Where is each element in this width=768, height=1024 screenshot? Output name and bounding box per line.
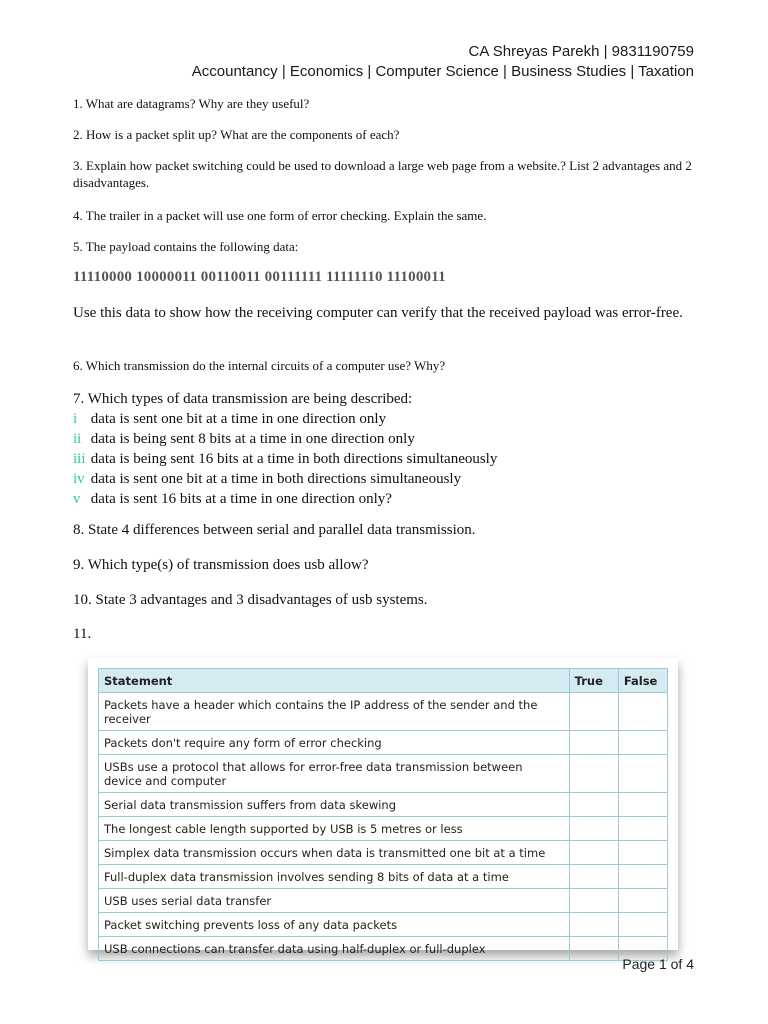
page-number: Page 1 of 4 bbox=[622, 956, 694, 972]
true-cell[interactable] bbox=[569, 913, 618, 937]
false-cell[interactable] bbox=[618, 889, 667, 913]
true-cell[interactable] bbox=[569, 937, 618, 961]
question-11: 11. bbox=[73, 626, 92, 642]
question-5: 5. The payload contains the following data: bbox=[73, 239, 299, 254]
false-cell[interactable] bbox=[618, 817, 667, 841]
list-item: ii data is being sent 8 bits at a time in one direction only bbox=[73, 431, 415, 447]
table-row: USBs use a protocol that allows for error-free data transmission between device and computer bbox=[99, 755, 668, 793]
true-cell[interactable] bbox=[569, 693, 618, 731]
list-item: iv data is sent one bit at a time in both directions simultaneously bbox=[73, 471, 462, 487]
page-header bbox=[192, 42, 694, 82]
table-row: Full-duplex data transmission involves sending 8 bits of data at a time bbox=[99, 865, 668, 889]
list-item: iii data is being sent 16 bits at a time in both directions simultaneously bbox=[73, 451, 498, 467]
true-false-table bbox=[88, 658, 678, 956]
false-cell[interactable] bbox=[618, 731, 667, 755]
question-10: 10. State 3 advantages and 3 disadvantages of usb systems. bbox=[73, 592, 428, 608]
table-row: USB connections can transfer data using half-duplex or full-duplex bbox=[99, 937, 668, 961]
true-cell[interactable] bbox=[569, 793, 618, 817]
question-5-text: Use this data to show how the receiving computer can verify that the received payload was error-free. bbox=[73, 305, 683, 321]
question-1: 1. What are datagrams? Why are they useful? bbox=[73, 96, 310, 111]
header-statement: Statement bbox=[99, 669, 570, 693]
question-4: 4. The trailer in a packet will use one form of error checking. Explain the same. bbox=[73, 208, 487, 223]
false-cell[interactable] bbox=[618, 693, 667, 731]
table-row: USB uses serial data transfer bbox=[99, 889, 668, 913]
true-cell[interactable] bbox=[569, 817, 618, 841]
header-subjects: Accountancy | Economics | Computer Science | Business Studies | Taxation bbox=[191, 63, 694, 80]
question-2: 2. How is a packet split up? What are the components of each? bbox=[73, 127, 400, 142]
question-8: 8. State 4 differences between serial and parallel data transmission. bbox=[73, 522, 476, 538]
binary-payload: 11110000 10000011 00110011 00111111 11111110 11100011 bbox=[73, 269, 446, 285]
false-cell[interactable] bbox=[618, 913, 667, 937]
question-3: 3. Explain how packet switching could be used to download a large web page from a website.? List 2 advantages and 2 disadvantages. bbox=[73, 158, 692, 190]
table-row: Serial data transmission suffers from data skewing bbox=[99, 793, 668, 817]
list-item: v data is sent 16 bits at a time in one direction only? bbox=[73, 491, 392, 507]
table-row: Simplex data transmission occurs when data is transmitted one bit at a time bbox=[99, 841, 668, 865]
question-7 bbox=[73, 389, 497, 509]
question-9: 9. Which type(s) of transmission does usb allow? bbox=[73, 557, 369, 573]
false-cell[interactable] bbox=[618, 841, 667, 865]
true-cell[interactable] bbox=[569, 889, 618, 913]
table-row: Packet switching prevents loss of any data packets bbox=[99, 913, 668, 937]
true-cell[interactable] bbox=[569, 865, 618, 889]
header-false: False bbox=[618, 669, 667, 693]
table-row: Packets don't require any form of error checking bbox=[99, 731, 668, 755]
false-cell[interactable] bbox=[618, 755, 667, 793]
question-7-stem: 7. Which types of data transmission are being described: bbox=[73, 391, 413, 407]
table-row: The longest cable length supported by USB is 5 metres or less bbox=[99, 817, 668, 841]
false-cell[interactable] bbox=[618, 865, 667, 889]
statement-table bbox=[98, 668, 668, 961]
question-6: 6. Which transmission do the internal circuits of a computer use? Why? bbox=[73, 358, 446, 373]
true-cell[interactable] bbox=[569, 731, 618, 755]
header-true: True bbox=[569, 669, 618, 693]
false-cell[interactable] bbox=[618, 793, 667, 817]
table-row: Packets have a header which contains the IP address of the sender and the receiver bbox=[99, 693, 668, 731]
true-cell[interactable] bbox=[569, 841, 618, 865]
true-cell[interactable] bbox=[569, 755, 618, 793]
header-contact: CA Shreyas Parekh | 9831190759 bbox=[468, 43, 694, 60]
list-item: i data is sent one bit at a time in one direction only bbox=[73, 411, 387, 427]
